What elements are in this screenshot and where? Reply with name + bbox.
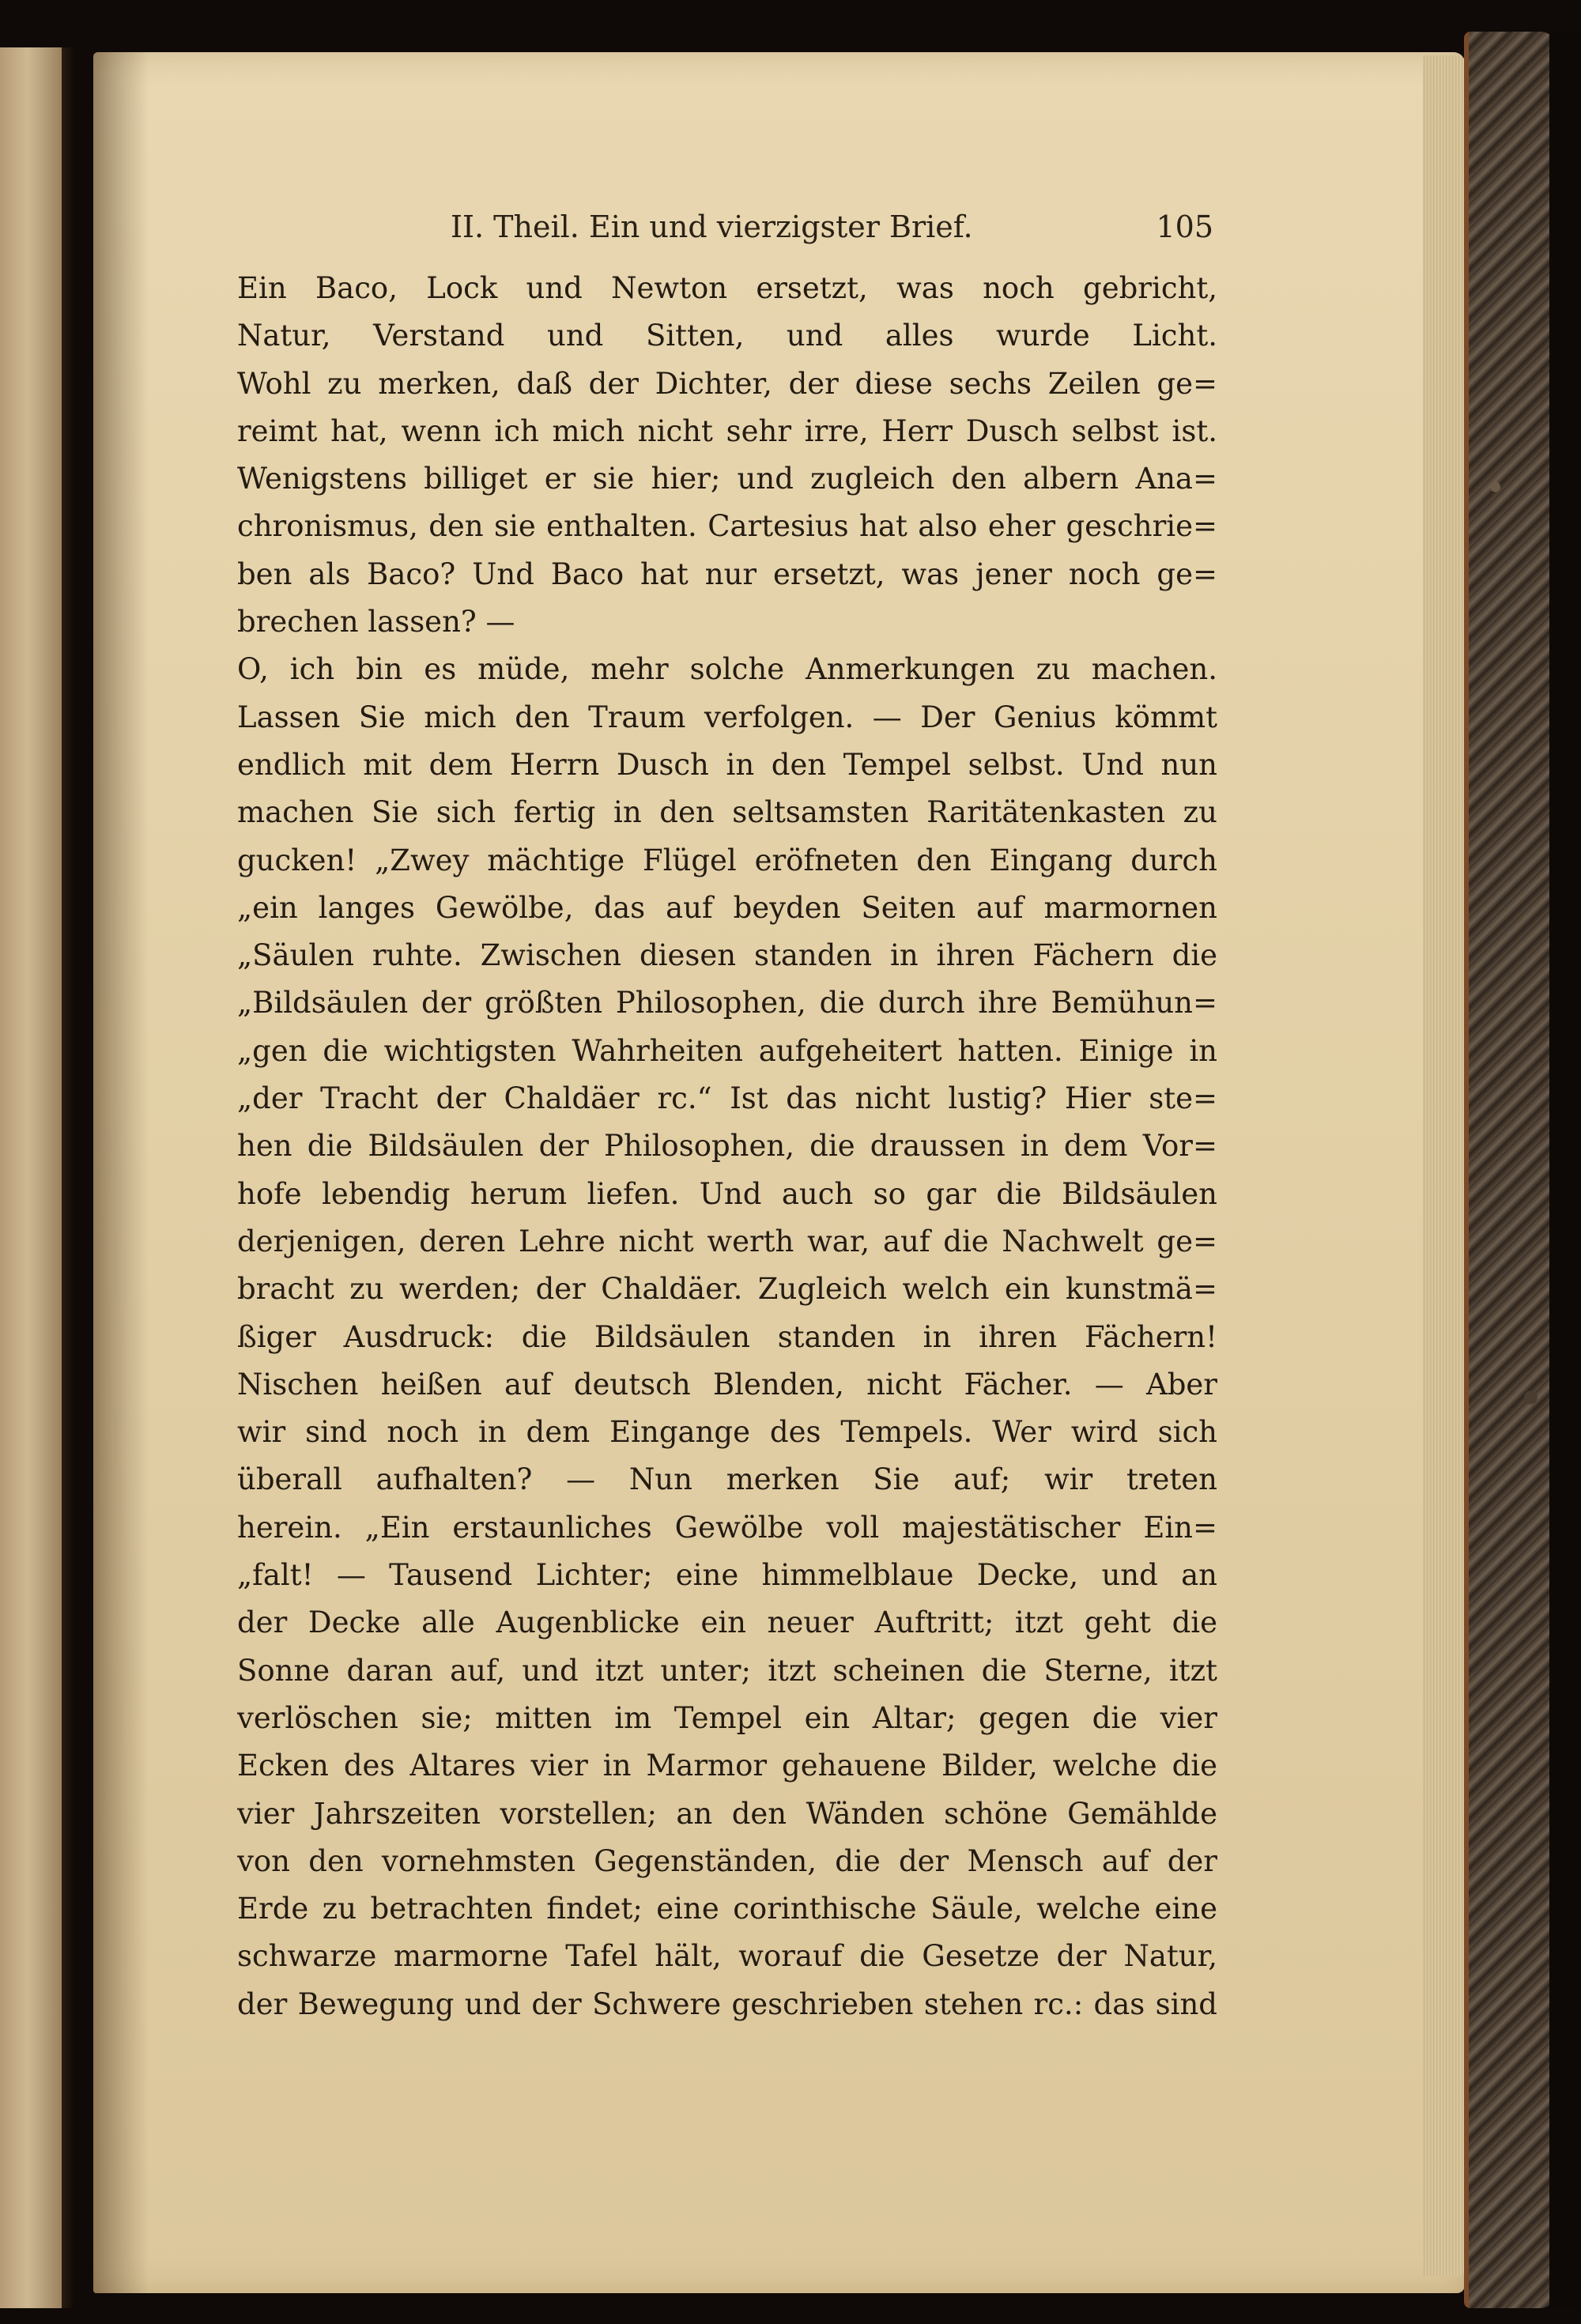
text-line: „falt! — Tausend Lichter; eine himmelblaue Decke, und an	[237, 1558, 1217, 1593]
text-line: Wohl zu merken, daß der Dichter, der diese sechs Zeilen ge=	[237, 366, 1217, 401]
text-line: Ecken des Altares vier in Marmor gehauene Bilder, welche die	[237, 1749, 1217, 1783]
text-line: verlöschen sie; mitten im Tempel ein Altar; gegen die vier	[237, 1700, 1217, 1735]
text-line: schwarze marmorne Tafel hält, worauf die Gesetze der Natur,	[237, 1939, 1217, 1974]
text-line: Natur, Verstand und Sitten, und alles wurde Licht.	[237, 319, 1217, 353]
text-line: herein. „Ein erstaunliches Gewölbe voll majestätischer Ein=	[237, 1510, 1217, 1545]
text-line: machen Sie sich fertig in den seltsamsten Raritätenkasten zu	[237, 795, 1217, 830]
text-line: „Säulen ruhte. Zwischen diesen standen in ihren Fächern die	[237, 938, 1217, 973]
running-title: II. Theil. Ein und vierzigster Brief.	[451, 209, 973, 244]
text-line: brechen lassen? —	[237, 605, 515, 639]
marbled-cover	[1464, 32, 1557, 2308]
text-line: gucken! „Zwey mächtige Flügel eröfneten den Eingang durch	[237, 843, 1217, 877]
text-line: derjenigen, deren Lehre nicht werth war, auf die Nachwelt ge=	[237, 1224, 1217, 1258]
book-gutter	[62, 47, 73, 2308]
text-line: Ein Baco, Lock und Newton ersetzt, was noch gebricht,	[237, 271, 1217, 305]
page-stack-edge	[1423, 55, 1466, 2277]
text-line: „ein langes Gewölbe, das auf beyden Seiten auf marmornen	[237, 890, 1217, 925]
text-line: hofe lebendig herum liefen. Und auch so gar die Bildsäulen	[237, 1176, 1217, 1211]
text-line: „der Tracht der Chaldäer rc.“ Ist das nicht lustig? Hier ste=	[237, 1081, 1217, 1116]
text-line: O, ich bin es müde, mehr solche Anmerkungen zu machen.	[237, 652, 1217, 687]
page-number: 105	[1156, 209, 1213, 244]
text-line: von den vornehmsten Gegenständen, die der Mensch auf der	[237, 1843, 1217, 1878]
text-line: Lassen Sie mich den Traum verfolgen. — Der Genius kömmt	[237, 700, 1217, 734]
body-text	[237, 265, 1217, 2028]
text-line: vier Jahrszeiten vorstellen; an den Wänden schöne Gemählde	[237, 1796, 1217, 1831]
text-line: überall aufhalten? — Nun merken Sie auf; wir treten	[237, 1462, 1217, 1497]
text-line: „gen die wichtigsten Wahrheiten aufgeheitert hatten. Einige in	[237, 1033, 1217, 1068]
text-line: Wenigstens billiget er sie hier; und zugleich den albern Ana=	[237, 462, 1217, 496]
text-line: bracht zu werden; der Chaldäer. Zugleich welch ein kunstmä=	[237, 1272, 1217, 1307]
text-line: hen die Bildsäulen der Philosophen, die draussen in dem Vor=	[237, 1129, 1217, 1164]
text-line: wir sind noch in dem Eingange des Tempels. Wer wird sich	[237, 1415, 1217, 1450]
text-line: Nischen heißen auf deutsch Blenden, nicht Fächer. — Aber	[237, 1367, 1217, 1402]
text-line: endlich mit dem Herrn Dusch in den Tempel selbst. Und nun	[237, 747, 1217, 782]
text-line: Erde zu betrachten findet; eine corinthische Säule, welche eine	[237, 1892, 1217, 1926]
text-line: ben als Baco? Und Baco hat nur ersetzt, was jener noch ge=	[237, 556, 1217, 591]
running-header	[237, 209, 1213, 257]
gutter-shadow	[93, 52, 149, 2293]
text-line: „Bildsäulen der größten Philosophen, die durch ihre Bemühun=	[237, 986, 1217, 1021]
text-line: reimt hat, wenn ich mich nicht sehr irre, Herr Dusch selbst ist.	[237, 413, 1217, 448]
text-line: ßiger Ausdruck: die Bildsäulen standen in ihren Fächern!	[237, 1319, 1217, 1354]
facing-page-edge	[0, 47, 63, 2308]
background-edge	[1549, 32, 1581, 2308]
text-line: chronismus, den sie enthalten. Cartesius hat also eher geschrie=	[237, 509, 1217, 544]
text-line: Sonne daran auf, und itzt unter; itzt scheinen die Sterne, itzt	[237, 1653, 1217, 1688]
text-line: der Decke alle Augenblicke ein neuer Auftritt; itzt geht die	[237, 1605, 1217, 1640]
text-line: der Bewegung und der Schwere geschrieben stehen rc.: das sind	[237, 1986, 1217, 2021]
